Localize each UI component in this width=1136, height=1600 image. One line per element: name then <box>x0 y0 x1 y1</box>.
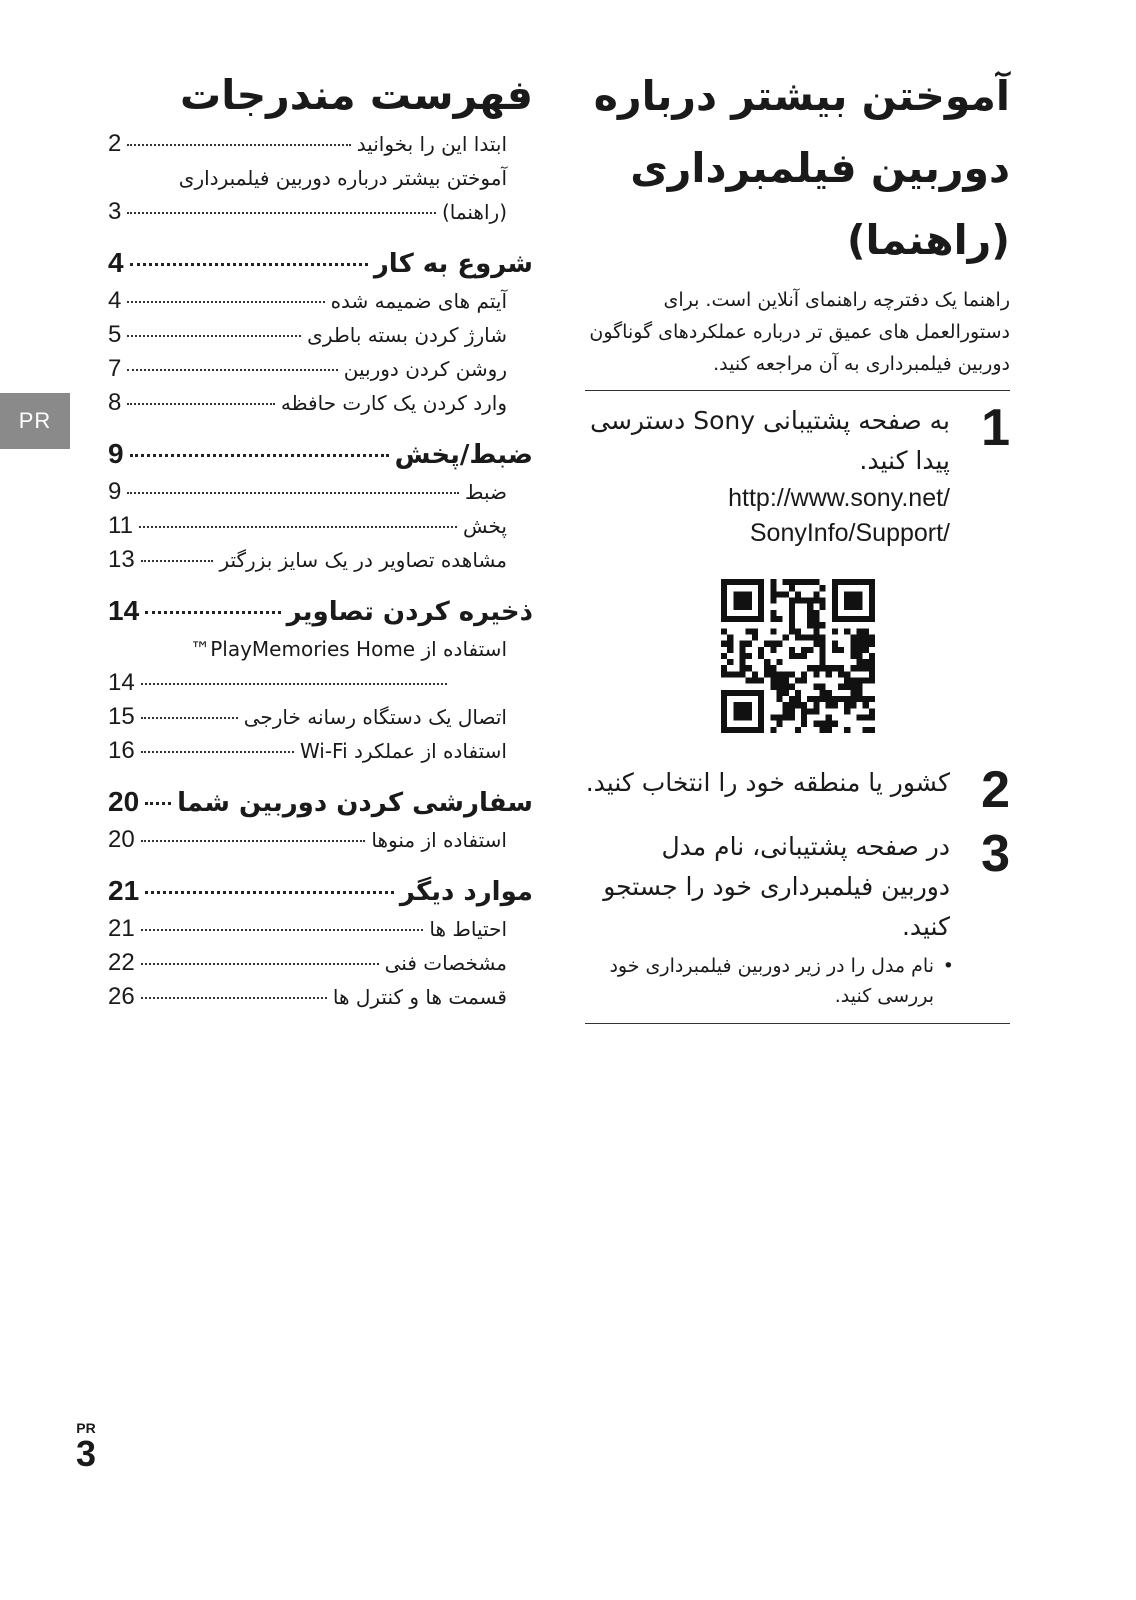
step-text: کشور یا منطقه خود را انتخاب کنید. <box>585 768 950 797</box>
step-number: 2 <box>981 761 1010 819</box>
toc-entry-label: مشاهده تصاویر در یک سایز بزرگتر <box>219 548 507 572</box>
leader-dots <box>130 263 368 266</box>
toc-entry-page: 3 <box>108 198 122 225</box>
toc-section-title: سفارشی کردن دوربین شما <box>177 788 533 818</box>
toc-entry-page: 26 <box>108 983 135 1010</box>
toc-entry-label: (راهنما) <box>441 200 507 224</box>
toc-entry[interactable] <box>108 946 533 980</box>
page-number: 3 <box>75 1433 97 1474</box>
toc-section-page: 9 <box>108 438 124 469</box>
leader-dots <box>127 403 275 405</box>
leader-dots <box>145 611 280 614</box>
qr-code-wrap <box>585 579 1010 733</box>
support-url-line1[interactable]: http://www.sony.net/ <box>728 484 950 512</box>
guide-title-line: دوربین فیلمبرداری <box>630 144 1010 192</box>
toc-section-heading[interactable] <box>108 243 533 284</box>
footer-language: PR <box>76 1420 96 1436</box>
leader-dots <box>127 335 301 337</box>
toc-entry[interactable] <box>108 666 533 700</box>
leader-dots <box>141 560 214 562</box>
toc-entry-page: 13 <box>108 546 135 573</box>
toc-section-page: 4 <box>108 247 124 278</box>
toc-entry-page: 8 <box>108 389 122 416</box>
toc-entry-label: شارژ کردن بسته باطری <box>307 323 507 347</box>
toc-entry-page: 4 <box>108 287 122 314</box>
toc-section-page: 20 <box>108 786 140 817</box>
toc-section-page: 14 <box>108 595 140 626</box>
leader-dots <box>127 369 337 371</box>
step-text: به صفحه پشتیبانی Sony دسترسی پیدا کنید. <box>590 406 950 475</box>
toc-section-heading[interactable] <box>108 591 533 632</box>
language-tab: PR <box>0 393 70 449</box>
toc-entry-label: قسمت ها و کنترل ها <box>332 985 507 1009</box>
toc-entry-page: 2 <box>108 130 122 157</box>
guide-section <box>585 60 1010 1034</box>
toc-entry-page: 9 <box>108 478 122 505</box>
toc-entry-label: آیتم های ضمیمه شده <box>330 289 507 313</box>
guide-title <box>585 60 1010 276</box>
leader-dots <box>139 526 457 528</box>
bullet-text: نام مدل را در زیر دوربین فیلمبرداری خود بررسی کنید. <box>609 955 934 1007</box>
toc-section-heading[interactable] <box>108 434 533 475</box>
leader-dots <box>127 144 350 146</box>
toc-entry-label-line: آموختن بیشتر درباره دوربین فیلمبرداری <box>178 166 507 190</box>
toc-entry-label: استفاده از عملکرد Wi-Fi <box>299 739 507 763</box>
step-2 <box>585 763 1010 817</box>
toc-entry[interactable] <box>108 475 533 509</box>
toc-entry[interactable] <box>108 734 533 768</box>
toc-entry-label: ابتدا این را بخوانید <box>356 132 507 156</box>
guide-title-line: (راهنما) <box>846 216 1010 264</box>
toc-entry[interactable] <box>108 195 533 229</box>
leader-dots <box>141 751 294 753</box>
toc-entry-page: 5 <box>108 321 122 348</box>
toc-entry[interactable] <box>108 823 533 857</box>
page-footer <box>74 1420 98 1472</box>
toc-entry[interactable] <box>108 509 533 543</box>
toc-entry-page: 22 <box>108 949 135 976</box>
toc-title: فهرست مندرجات <box>180 71 533 119</box>
toc-entry[interactable] <box>108 318 533 352</box>
toc-section-heading[interactable] <box>108 782 533 823</box>
divider <box>585 390 1010 391</box>
toc-entry-label: اتصال یک دستگاه رسانه خارجی <box>243 705 507 729</box>
leader-dots <box>127 212 436 214</box>
leader-dots <box>141 929 424 931</box>
toc-entry-page: 14 <box>108 669 135 696</box>
leader-dots <box>127 301 324 303</box>
leader-dots <box>141 840 366 842</box>
toc-section-title: موارد دیگر <box>399 877 533 907</box>
toc-entry[interactable] <box>108 543 533 577</box>
toc-entry[interactable] <box>108 700 533 734</box>
toc-entry-label-line: استفاده از PlayMemories Home™ <box>190 637 507 661</box>
toc-entry-page: 16 <box>108 737 135 764</box>
support-url-line2[interactable]: SonyInfo/Support/ <box>749 519 950 547</box>
toc-entry-label: وارد کردن یک کارت حافظه <box>280 391 507 415</box>
leader-dots <box>145 891 394 894</box>
toc-entry-label: احتیاط ها <box>429 917 507 941</box>
toc-entry-page: 21 <box>108 915 135 942</box>
toc-entry-label: پخش <box>463 514 507 538</box>
bullet-item <box>585 951 954 1011</box>
toc-entry-label: استفاده از منوها <box>371 828 507 852</box>
toc-entry-label: روشن کردن دوربین <box>343 357 507 381</box>
leader-dots <box>141 683 447 685</box>
toc-entry-label: مشخصات فنی <box>384 951 507 975</box>
toc-entry[interactable] <box>108 284 533 318</box>
toc-entry[interactable] <box>108 386 533 420</box>
toc-section-heading[interactable] <box>108 871 533 912</box>
toc-section-page: 21 <box>108 875 140 906</box>
guide-title-line: آموختن بیشتر درباره <box>593 72 1010 120</box>
toc-section-title: ضبط/پخش <box>394 440 533 470</box>
leader-dots <box>141 717 238 719</box>
toc-section-title: ذخیره کردن تصاویر <box>286 597 533 627</box>
qr-code-icon <box>721 579 875 733</box>
step-3 <box>585 827 1010 947</box>
leader-dots <box>141 963 379 965</box>
toc-entry-label: ضبط <box>464 480 507 504</box>
table-of-contents <box>108 65 533 1014</box>
toc-entry-page: 20 <box>108 826 135 853</box>
toc-entry[interactable] <box>108 127 533 161</box>
toc-entry[interactable] <box>108 912 533 946</box>
toc-entry-page: 7 <box>108 355 122 382</box>
step-number: 3 <box>981 825 1010 883</box>
toc-section-title: شروع به کار <box>373 249 533 279</box>
toc-entry[interactable] <box>108 352 533 386</box>
divider <box>585 1023 1010 1024</box>
leader-dots <box>127 492 459 494</box>
step-text: در صفحه پشتیبانی، نام مدل دوربین فیلمبرداری خود را جستجو کنید. <box>603 832 950 941</box>
step-1 <box>585 401 1010 551</box>
toc-entry-page: 11 <box>108 512 133 539</box>
leader-dots <box>141 997 327 999</box>
toc-entry-page: 15 <box>108 703 135 730</box>
leader-dots <box>145 802 171 805</box>
guide-intro: راهنما یک دفترچه راهنمای آنلاین است. برای دستورالعمل های عمیق تر درباره عملکردهای گوناگون دوربین فیلمبرداری به آن مراجعه کنید. <box>589 289 1010 375</box>
step-number: 1 <box>981 399 1010 457</box>
leader-dots <box>130 454 389 457</box>
bullet-icon: • <box>942 955 954 977</box>
toc-entry[interactable] <box>108 980 533 1014</box>
